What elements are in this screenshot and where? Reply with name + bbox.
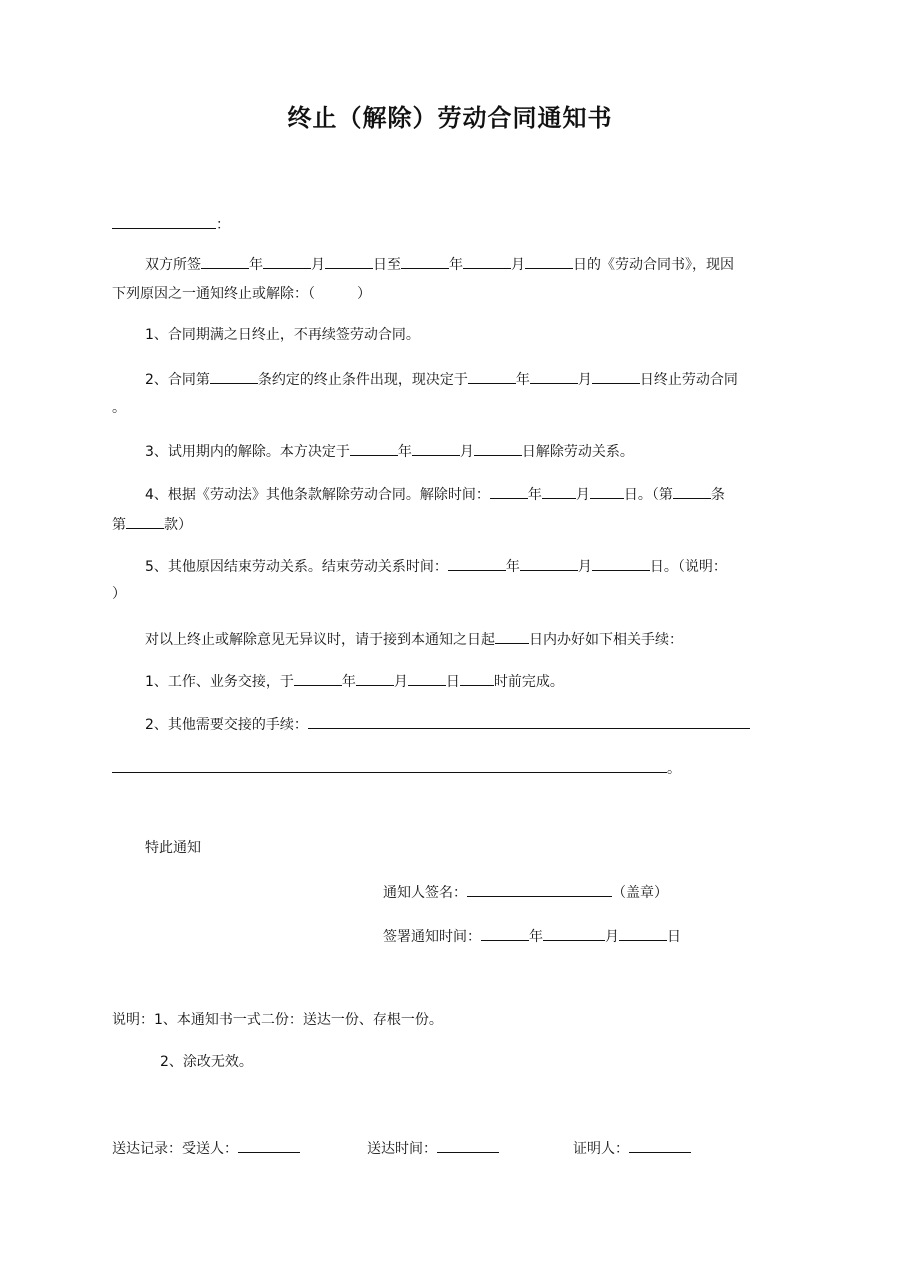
document-title: 终止（解除）劳动合同通知书 (287, 104, 613, 132)
start-month-blank[interactable] (263, 253, 311, 269)
notice-text: 特此通知 (145, 840, 201, 856)
item-5-mid: 日。（说明： (649, 559, 727, 575)
witness-blank[interactable] (629, 1137, 691, 1153)
item-3-month-blank[interactable] (412, 440, 460, 456)
item-5-year-blank[interactable] (448, 555, 506, 571)
item-4-lead: 4、根据《劳动法》其他条款解除劳动合同。解除时间： (145, 487, 490, 503)
item-2-end: 。 (112, 400, 126, 416)
label-month: 月 (511, 257, 525, 273)
sign-date-line (383, 925, 681, 947)
procedure-2-blank[interactable] (308, 713, 750, 729)
item-5-day-blank[interactable] (592, 555, 650, 571)
item-4-month-blank[interactable] (542, 483, 576, 499)
item-4-section-blank[interactable] (126, 513, 164, 529)
sign-month-blank[interactable] (543, 925, 605, 941)
label-year: 年 (529, 929, 543, 945)
item-2-lead: 2、合同第 (145, 372, 210, 388)
intro-line-2: 下列原因之一通知终止或解除：（ ） (112, 286, 371, 302)
item-2-tail: 日终止劳动合同 (639, 372, 738, 388)
item-5-end: ） (112, 586, 126, 602)
item-5 (145, 555, 727, 577)
item-4-kuan: 款） (164, 517, 192, 533)
procedure-2-period: 。 (667, 761, 681, 777)
sign-date-label: 签署通知时间： (383, 929, 481, 945)
sign-day-blank[interactable] (619, 925, 667, 941)
item-3-tail: 日解除劳动关系。 (521, 444, 634, 460)
addressee-blank[interactable] (112, 213, 216, 229)
label-day: 日 (445, 674, 460, 690)
item-3-day-blank[interactable] (474, 440, 522, 456)
note-2: 2、涂改无效。 (160, 1054, 253, 1070)
signature-label: 通知人签名： (383, 885, 467, 901)
label-year: 年 (527, 487, 542, 503)
start-year-blank[interactable] (201, 253, 249, 269)
procedure-1-day-blank[interactable] (408, 670, 446, 686)
item-4-tiao: 条 (710, 487, 725, 503)
item-4-day-blank[interactable] (590, 483, 624, 499)
procedure-1-tail: 时前完成。 (493, 674, 564, 690)
item-4-line-2 (112, 513, 192, 535)
label-year: 年 (515, 372, 530, 388)
item-2-month-blank[interactable] (530, 368, 578, 384)
end-month-blank[interactable] (463, 253, 511, 269)
signature-line (383, 881, 668, 903)
procedures-lead: 对以上终止或解除意见无异议时，请于接到本通知之日起 (145, 632, 495, 648)
delivery-record (112, 1137, 300, 1159)
delivery-time-label: 送达时间： (367, 1141, 437, 1157)
addressee-line (112, 213, 230, 235)
label-year: 年 (505, 559, 520, 575)
label-year: 年 (397, 444, 412, 460)
witness-label: 证明人： (573, 1141, 629, 1157)
procedures-tail: 日内办好如下相关手续： (529, 632, 683, 648)
delivery-witness (573, 1137, 691, 1159)
item-4 (145, 483, 725, 505)
item-3-year-blank[interactable] (350, 440, 398, 456)
label-year: 年 (449, 257, 463, 273)
item-3 (145, 440, 634, 462)
delivery-time-blank[interactable] (437, 1137, 499, 1153)
item-2-day-blank[interactable] (592, 368, 640, 384)
item-4-di: 第 (112, 517, 126, 533)
label-year: 年 (341, 674, 356, 690)
procedure-2-blank-2[interactable] (112, 757, 667, 773)
label-month: 月 (311, 257, 325, 273)
procedures-days-blank[interactable] (495, 628, 529, 644)
end-day-blank[interactable] (525, 253, 573, 269)
label-month: 月 (577, 559, 592, 575)
item-2-year-blank[interactable] (468, 368, 516, 384)
delivery-record-label: 送达记录：受送人： (112, 1141, 238, 1157)
item-4-year-blank[interactable] (490, 483, 528, 499)
item-4-mid: 日。（第 (623, 487, 673, 503)
sign-year-blank[interactable] (481, 925, 529, 941)
label-month: 月 (459, 444, 474, 460)
item-5-lead: 5、其他原因结束劳动关系。结束劳动关系时间： (145, 559, 448, 575)
note-1: 说明：1、本通知书一式二份：送达一份、存根一份。 (112, 1012, 443, 1028)
label-day-to: 日至 (373, 257, 401, 273)
intro-paragraph (145, 253, 734, 275)
item-5-month-blank[interactable] (520, 555, 578, 571)
label-month: 月 (605, 929, 619, 945)
item-2-mid: 条约定的终止条件出现，现决定于 (257, 372, 468, 388)
item-1: 1、合同期满之日终止，不再续签劳动合同。 (145, 327, 420, 343)
label-month: 月 (575, 487, 590, 503)
intro-lead: 双方所签 (145, 257, 201, 273)
clause-blank[interactable] (210, 368, 258, 384)
item-4-clause-blank[interactable] (673, 483, 711, 499)
procedure-1-lead: 1、工作、业务交接，于 (145, 674, 294, 690)
recipient-blank[interactable] (238, 1137, 300, 1153)
intro-tail: 日的《劳动合同书》，现因 (573, 257, 734, 273)
delivery-time (367, 1137, 499, 1159)
addressee-colon: ： (216, 217, 230, 233)
label-month: 月 (577, 372, 592, 388)
procedure-2-line-2 (112, 757, 681, 779)
start-day-blank[interactable] (325, 253, 373, 269)
end-year-blank[interactable] (401, 253, 449, 269)
label-day: 日 (667, 929, 681, 945)
item-3-lead: 3、试用期内的解除。本方决定于 (145, 444, 350, 460)
procedure-1-hour-blank[interactable] (460, 670, 494, 686)
label-year: 年 (249, 257, 263, 273)
signature-blank[interactable] (467, 881, 612, 897)
procedures-intro (145, 628, 683, 650)
procedure-1-year-blank[interactable] (294, 670, 342, 686)
procedure-1-month-blank[interactable] (356, 670, 394, 686)
procedure-2 (145, 713, 750, 735)
label-month: 月 (393, 674, 408, 690)
procedure-2-label: 2、其他需要交接的手续： (145, 717, 308, 733)
item-2 (145, 368, 738, 390)
seal-label: （盖章） (612, 885, 668, 901)
procedure-1 (145, 670, 564, 692)
